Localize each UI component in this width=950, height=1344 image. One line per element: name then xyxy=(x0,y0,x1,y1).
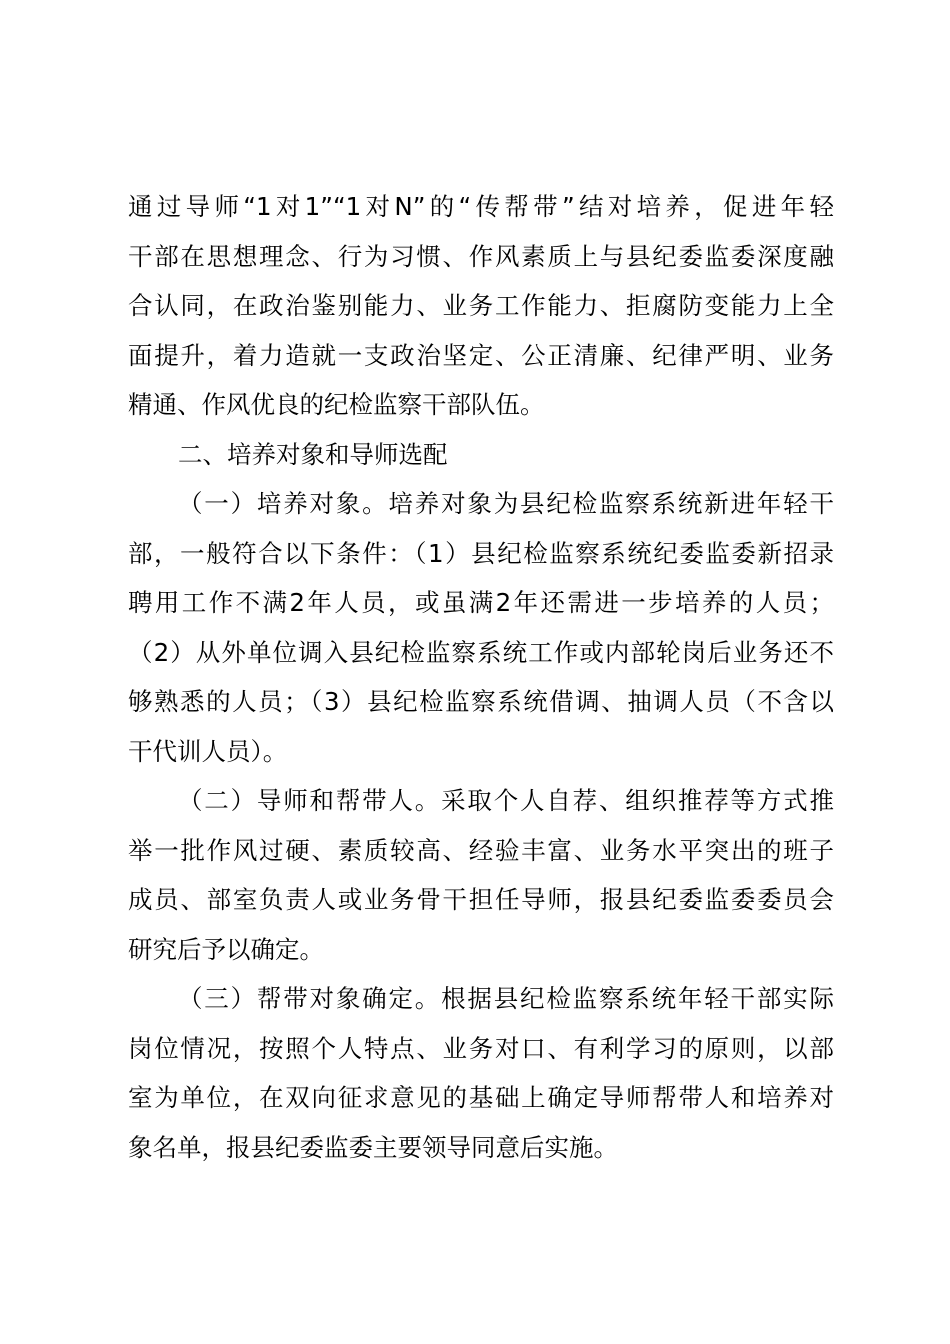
text-line: 面提升，着力造就一支政治坚定、公正清廉、纪律严明、业务 xyxy=(128,340,834,370)
text-line: （一）培养对象。培养对象为县纪检监察系统新进年轻干 xyxy=(178,489,834,518)
text-line: （二）导师和帮带人。采取个人自荐、组织推荐等方式推 xyxy=(178,786,834,815)
paragraph-training-targets xyxy=(128,479,834,776)
document-body xyxy=(128,182,834,1172)
text-line: 合认同，在政治鉴别能力、业务工作能力、拒腐防变能力上全 xyxy=(128,291,834,320)
text-line: 部，一般符合以下条件：（1）县纪检监察系统纪委监委新招录 xyxy=(128,538,834,568)
text-line: 象名单，报县纪委监委主要领导同意后实施。 xyxy=(128,1132,618,1162)
text-line: 够熟悉的人员；（3）县纪检监察系统借调、抽调人员（不含以 xyxy=(128,687,834,716)
paragraph-mentee-assignment xyxy=(128,974,834,1172)
section-heading xyxy=(128,430,834,480)
text-line: （三）帮带对象确定。根据县纪检监察系统年轻干部实际 xyxy=(178,984,834,1013)
text-line: 干部在思想理念、行为习惯、作风素质上与县纪委监委深度融 xyxy=(128,241,834,271)
text-line: 精通、作风优良的纪检监察干部队伍。 xyxy=(128,390,545,419)
text-line: 室为单位，在双向征求意见的基础上确定导师帮带人和培养对 xyxy=(128,1083,834,1112)
text-line: 研究后予以确定。 xyxy=(128,934,324,964)
text-line: 举一批作风过硬、素质较高、经验丰富、业务水平突出的班子 xyxy=(128,835,834,865)
text-line: （2）从外单位调入县纪检监察系统工作或内部轮岗后业务还不 xyxy=(128,637,834,667)
heading-text: 二、培养对象和导师选配 xyxy=(178,439,448,469)
text-line: 聘用工作不满2年人员，或虽满2年还需进一步培养的人员； xyxy=(128,588,834,617)
text-line: 岗位情况，按照个人特点、业务对口、有利学习的原则，以部 xyxy=(128,1033,834,1063)
text-line: 通过导师“1对1”“1对N”的“传帮带”结对培养，促进年轻 xyxy=(128,192,834,221)
paragraph-intro xyxy=(128,182,834,430)
paragraph-mentors xyxy=(128,776,834,974)
text-line: 干代训人员）。 xyxy=(128,736,288,766)
text-line: 成员、部室负责人或业务骨干担任导师，报县纪委监委委员会 xyxy=(128,885,834,914)
